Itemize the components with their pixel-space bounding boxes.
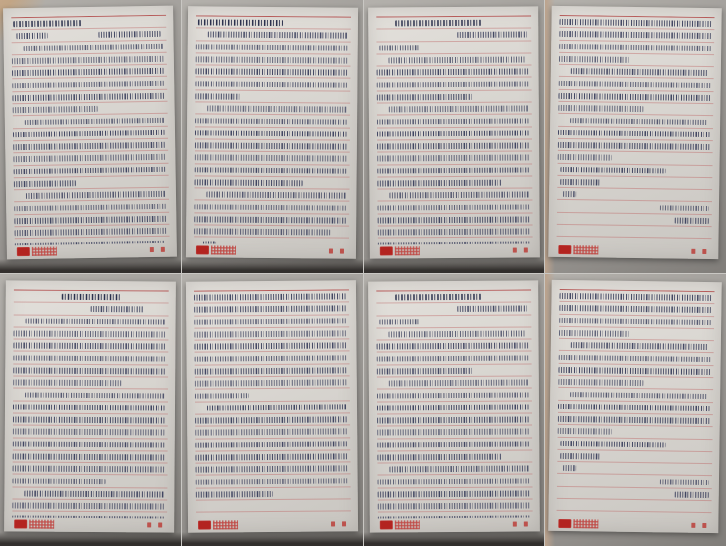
handwriting-line xyxy=(195,450,350,464)
handwriting-stroke xyxy=(571,68,707,75)
handwriting-stroke xyxy=(571,391,707,398)
handwriting-line xyxy=(377,226,532,239)
handwriting-stroke xyxy=(195,155,347,162)
handwriting-stroke xyxy=(377,155,529,162)
handwriting-stroke xyxy=(561,453,601,459)
handwriting-stroke xyxy=(195,379,347,386)
handwriting-stroke xyxy=(26,191,165,199)
letter-paper xyxy=(186,6,358,258)
handwriting-stroke xyxy=(195,44,347,51)
photo-cell-letter-2-final-page-duplicate xyxy=(545,274,726,546)
handwriting-line xyxy=(14,315,169,328)
handwriting-stroke xyxy=(660,205,710,211)
handwriting-stroke xyxy=(564,191,576,197)
handwriting-line xyxy=(13,401,168,414)
handwriting-line xyxy=(376,376,531,389)
blank-rule xyxy=(196,499,351,513)
handwriting-line xyxy=(377,462,532,475)
page-number-mark xyxy=(702,248,706,253)
red-seal-icon xyxy=(14,518,27,527)
handwriting-stroke xyxy=(376,118,528,125)
handwriting-line xyxy=(13,413,168,426)
page-number-marks xyxy=(150,246,165,251)
page-number-marks xyxy=(691,522,706,527)
handwriting-stroke xyxy=(376,342,528,349)
handwriting-line xyxy=(196,15,351,30)
handwriting-stroke xyxy=(560,293,712,301)
handwriting-line xyxy=(377,164,532,177)
page-number-mark xyxy=(158,521,162,526)
ruled-lines xyxy=(557,15,715,245)
handwriting-stroke xyxy=(559,93,711,101)
handwriting-stroke xyxy=(377,167,529,174)
photo-cell-letter-1-page-2 xyxy=(182,0,363,273)
handwriting-stroke xyxy=(195,130,347,137)
red-letterhead-stamp xyxy=(559,244,599,254)
handwriting-stroke xyxy=(13,465,165,472)
handwriting-line xyxy=(377,413,532,426)
handwriting-line xyxy=(195,400,350,414)
handwriting-stroke xyxy=(558,428,612,434)
handwriting-line xyxy=(12,499,167,512)
handwriting-stroke xyxy=(13,441,165,448)
handwriting-line xyxy=(377,152,532,165)
handwriting-stroke xyxy=(12,81,164,89)
stamp-text xyxy=(394,246,419,255)
handwriting-line xyxy=(13,388,168,401)
handwriting-stroke xyxy=(561,179,601,185)
page-number-mark xyxy=(339,248,343,253)
page-number-marks xyxy=(512,520,527,525)
page-number-mark xyxy=(512,521,516,526)
handwriting-stroke xyxy=(195,477,347,484)
paper-footer xyxy=(377,516,531,528)
handwriting-stroke xyxy=(558,403,710,411)
handwriting-stroke xyxy=(13,355,165,362)
handwriting-line xyxy=(376,115,531,128)
handwriting-stroke xyxy=(559,366,711,374)
handwriting-stroke xyxy=(13,330,165,337)
handwriting-stroke xyxy=(376,355,528,362)
handwriting-stroke xyxy=(558,130,710,138)
handwriting-line xyxy=(13,339,168,352)
ruled-lines xyxy=(376,289,532,518)
handwriting-line xyxy=(13,425,168,438)
handwriting-line xyxy=(376,339,531,352)
handwriting-stroke xyxy=(457,305,528,311)
handwriting-line xyxy=(377,425,532,438)
handwriting-line xyxy=(13,462,168,475)
handwriting-stroke xyxy=(15,228,167,236)
handwriting-stroke xyxy=(559,56,629,63)
handwriting-line xyxy=(13,376,168,389)
red-seal-icon xyxy=(17,246,30,255)
handwriting-stroke xyxy=(195,81,347,88)
handwriting-line xyxy=(376,289,531,303)
handwriting-line xyxy=(376,364,531,377)
handwriting-stroke xyxy=(389,106,528,113)
page-number-mark xyxy=(342,520,346,525)
handwriting-line xyxy=(376,78,531,91)
handwriting-line xyxy=(376,388,531,401)
handwriting-line xyxy=(376,351,531,364)
letter-paper xyxy=(3,6,177,259)
handwriting-stroke xyxy=(13,416,165,423)
handwriting-stroke xyxy=(25,490,164,497)
handwriting-stroke xyxy=(208,32,347,39)
stamp-text xyxy=(211,245,236,254)
red-letterhead-stamp xyxy=(196,245,236,254)
photo-cell-letter-1-page-1 xyxy=(0,0,181,273)
handwriting-line xyxy=(376,15,531,29)
handwriting-stroke xyxy=(560,19,712,27)
handwriting-line xyxy=(195,462,350,476)
handwriting-stroke xyxy=(561,167,666,174)
handwriting-stroke xyxy=(12,502,164,509)
handwriting-line xyxy=(13,438,168,451)
red-letterhead-stamp xyxy=(14,518,54,527)
handwriting-stroke xyxy=(560,305,712,313)
handwriting-stroke xyxy=(24,44,163,52)
handwriting-stroke xyxy=(14,203,166,211)
red-letterhead-stamp xyxy=(379,519,419,528)
handwriting-stroke xyxy=(194,318,346,325)
handwriting-stroke xyxy=(560,31,712,39)
handwriting-stroke xyxy=(195,118,347,125)
page-number-mark xyxy=(328,248,332,253)
handwriting-stroke xyxy=(376,367,472,373)
handwriting-line xyxy=(376,66,531,79)
paper-footer xyxy=(15,242,169,255)
handwriting-stroke xyxy=(389,465,528,472)
handwriting-line xyxy=(376,90,531,103)
handwriting-line xyxy=(194,364,349,378)
letter-paper xyxy=(186,280,358,532)
handwriting-stroke xyxy=(195,392,249,398)
handwriting-title-stroke xyxy=(394,293,481,300)
handwriting-line xyxy=(195,425,350,439)
handwriting-stroke xyxy=(376,69,528,76)
handwriting-stroke xyxy=(457,32,528,38)
page-number-mark xyxy=(331,520,335,525)
handwriting-stroke xyxy=(207,106,346,113)
handwriting-stroke xyxy=(194,367,346,374)
handwriting-stroke xyxy=(13,130,165,138)
handwriting-stroke xyxy=(675,218,709,224)
page-number-marks xyxy=(691,248,706,253)
stamp-text xyxy=(29,519,54,528)
handwriting-stroke xyxy=(377,441,529,448)
handwriting-stroke xyxy=(377,204,529,211)
handwriting-stroke xyxy=(377,502,529,509)
handwriting-title-stroke xyxy=(13,20,81,27)
handwriting-stroke xyxy=(559,81,711,89)
handwriting-stroke xyxy=(194,167,346,174)
handwriting-stroke xyxy=(194,305,346,312)
handwriting-stroke xyxy=(571,342,707,349)
handwriting-line xyxy=(377,201,532,214)
handwriting-stroke xyxy=(195,93,241,99)
handwriting-stroke xyxy=(98,31,160,38)
handwriting-line xyxy=(12,474,167,487)
handwriting-stroke xyxy=(377,416,529,423)
handwriting-stroke xyxy=(25,117,164,125)
handwriting-line xyxy=(13,351,168,364)
photo-cell-letter-2-page-1 xyxy=(364,0,545,273)
handwriting-line xyxy=(377,499,532,512)
handwriting-stroke xyxy=(13,428,165,435)
handwriting-stroke xyxy=(559,105,644,112)
handwriting-stroke xyxy=(194,293,346,300)
handwriting-stroke xyxy=(377,428,529,435)
handwriting-stroke xyxy=(377,229,529,236)
handwriting-stroke xyxy=(379,319,419,325)
handwriting-line xyxy=(194,351,349,365)
handwriting-stroke xyxy=(559,330,629,337)
handwriting-stroke xyxy=(14,167,166,175)
handwriting-stroke xyxy=(13,379,121,385)
handwriting-stroke xyxy=(16,33,47,39)
page-number-marks xyxy=(512,247,527,252)
handwriting-stroke xyxy=(194,342,346,349)
handwriting-stroke xyxy=(13,106,98,113)
letter-paper xyxy=(549,6,722,259)
handwriting-stroke xyxy=(388,330,524,337)
handwriting-stroke xyxy=(389,192,528,199)
handwriting-stroke xyxy=(13,142,165,150)
handwriting-stroke xyxy=(14,180,76,187)
handwriting-stroke xyxy=(660,478,710,484)
paper-footer xyxy=(196,516,350,528)
handwriting-stroke xyxy=(376,94,472,100)
handwriting-stroke xyxy=(195,441,347,448)
handwriting-line xyxy=(376,127,531,140)
handwriting-line xyxy=(194,327,349,341)
red-seal-icon xyxy=(196,245,209,254)
page-number-mark xyxy=(161,246,165,251)
handwriting-stroke xyxy=(26,318,165,325)
handwriting-stroke xyxy=(559,44,711,52)
photo-cell-essay-page-1 xyxy=(0,274,181,546)
handwriting-stroke xyxy=(195,69,347,76)
handwriting-stroke xyxy=(389,379,528,386)
page-number-marks xyxy=(328,248,343,253)
handwriting-stroke xyxy=(376,392,528,399)
handwriting-stroke xyxy=(194,179,302,186)
handwriting-stroke xyxy=(195,56,347,63)
stamp-text xyxy=(574,245,599,254)
handwriting-stroke xyxy=(91,306,144,312)
handwriting-line xyxy=(12,487,167,500)
handwriting-line xyxy=(195,487,350,501)
letter-paper xyxy=(368,6,539,258)
stamp-text xyxy=(394,519,419,528)
handwriting-stroke xyxy=(12,56,164,64)
handwriting-line xyxy=(377,438,532,451)
handwriting-stroke xyxy=(377,180,501,186)
handwriting-line xyxy=(194,314,349,328)
page-number-mark xyxy=(523,520,527,525)
handwriting-stroke xyxy=(194,204,346,211)
handwriting-stroke xyxy=(12,93,164,101)
stamp-text xyxy=(32,246,57,255)
ruled-lines xyxy=(194,289,351,518)
letter-paper xyxy=(4,280,175,532)
handwriting-line xyxy=(377,176,532,189)
handwriting-stroke xyxy=(25,392,164,399)
handwriting-stroke xyxy=(376,81,528,88)
letter-paper xyxy=(368,280,539,532)
handwriting-line xyxy=(377,487,532,500)
page-number-mark xyxy=(512,247,516,252)
handwriting-stroke xyxy=(13,342,165,349)
handwriting-line xyxy=(194,376,349,390)
photo-cell-letter-2-page-1-duplicate xyxy=(364,274,545,546)
paper-footer xyxy=(194,243,348,255)
page-number-mark xyxy=(702,522,706,527)
handwriting-stroke xyxy=(559,354,711,362)
page-number-marks xyxy=(147,521,162,526)
handwriting-stroke xyxy=(377,490,529,497)
handwriting-line xyxy=(195,474,350,488)
handwriting-title-stroke xyxy=(62,293,121,300)
handwriting-stroke xyxy=(564,465,576,471)
red-letterhead-stamp xyxy=(17,246,57,256)
page-number-mark xyxy=(523,247,527,252)
handwriting-line xyxy=(376,327,531,340)
handwriting-line xyxy=(376,315,531,328)
handwriting-stroke xyxy=(194,216,346,223)
handwriting-title-stroke xyxy=(197,19,282,26)
stamp-text xyxy=(574,518,599,527)
handwriting-line xyxy=(194,302,349,316)
handwriting-line xyxy=(13,327,168,340)
handwriting-stroke xyxy=(12,68,164,76)
ruled-lines xyxy=(376,15,532,244)
ruled-lines xyxy=(557,288,715,518)
handwriting-stroke xyxy=(207,192,346,199)
handwriting-stroke xyxy=(377,143,529,150)
page-number-marks xyxy=(331,520,346,525)
handwriting-stroke xyxy=(558,416,710,424)
handwriting-stroke xyxy=(559,379,644,386)
handwriting-line xyxy=(14,289,169,303)
handwriting-line xyxy=(377,139,532,152)
ruled-lines xyxy=(11,15,169,245)
handwriting-stroke xyxy=(376,404,528,411)
handwriting-stroke xyxy=(13,404,165,411)
page-number-mark xyxy=(691,522,695,527)
handwriting-stroke xyxy=(379,45,419,51)
red-seal-icon xyxy=(198,520,211,529)
handwriting-stroke xyxy=(377,216,529,223)
handwriting-line xyxy=(376,103,531,116)
handwriting-line xyxy=(377,189,532,202)
handwriting-stroke xyxy=(13,453,165,460)
handwriting-line xyxy=(14,302,169,315)
handwriting-line xyxy=(194,339,349,353)
handwriting-stroke xyxy=(559,317,711,325)
handwriting-stroke xyxy=(12,478,105,484)
photo-cell-essay-page-2 xyxy=(182,274,363,546)
handwriting-stroke xyxy=(675,491,709,497)
handwriting-stroke xyxy=(558,154,612,160)
handwriting-line xyxy=(195,413,350,427)
handwriting-stroke xyxy=(388,57,524,64)
handwriting-stroke xyxy=(571,118,707,125)
red-seal-icon xyxy=(379,519,392,528)
red-letterhead-stamp xyxy=(559,518,599,528)
letter-paper xyxy=(549,279,722,532)
handwriting-line xyxy=(377,213,532,226)
paper-footer xyxy=(12,516,166,528)
handwriting-stroke xyxy=(195,453,347,460)
handwriting-stroke xyxy=(377,478,529,485)
handwriting-stroke xyxy=(13,367,165,374)
handwriting-line xyxy=(377,474,532,487)
handwriting-line xyxy=(13,364,168,377)
photo-cell-letter-2-final-page xyxy=(545,0,726,273)
handwriting-stroke xyxy=(377,453,501,459)
handwriting-title-stroke xyxy=(394,19,481,26)
handwriting-stroke xyxy=(194,330,346,337)
handwriting-line xyxy=(376,53,531,66)
handwriting-stroke xyxy=(376,130,528,137)
handwriting-line xyxy=(13,450,168,463)
paper-footer xyxy=(557,242,711,255)
red-seal-icon xyxy=(559,518,572,527)
handwriting-stroke xyxy=(13,154,165,162)
handwriting-line xyxy=(376,302,531,315)
handwriting-line xyxy=(376,41,531,54)
page-number-mark xyxy=(691,248,695,253)
handwriting-line xyxy=(376,29,531,42)
page-number-mark xyxy=(150,247,154,252)
handwriting-stroke xyxy=(194,229,330,236)
ruled-lines xyxy=(12,289,168,518)
handwriting-stroke xyxy=(194,355,346,362)
handwriting-line xyxy=(195,437,350,451)
red-seal-icon xyxy=(559,244,572,253)
paper-footer xyxy=(377,243,531,255)
handwriting-line xyxy=(377,450,532,463)
ruled-lines xyxy=(194,15,351,244)
handwriting-stroke xyxy=(561,440,666,447)
red-letterhead-stamp xyxy=(379,246,419,255)
handwriting-line xyxy=(194,289,349,304)
red-letterhead-stamp xyxy=(198,519,238,528)
handwriting-stroke xyxy=(14,216,166,224)
handwriting-stroke xyxy=(558,142,710,150)
handwriting-stroke xyxy=(207,404,346,411)
handwriting-line xyxy=(376,401,531,414)
paper-footer xyxy=(557,516,711,529)
handwriting-stroke xyxy=(195,465,347,472)
handwriting-stroke xyxy=(195,490,272,496)
red-seal-icon xyxy=(379,246,392,255)
handwriting-line xyxy=(195,388,350,402)
stamp-text xyxy=(213,519,238,528)
handwriting-stroke xyxy=(195,428,347,435)
handwriting-stroke xyxy=(195,142,347,149)
handwriting-stroke xyxy=(195,416,347,423)
page-number-mark xyxy=(147,521,151,526)
